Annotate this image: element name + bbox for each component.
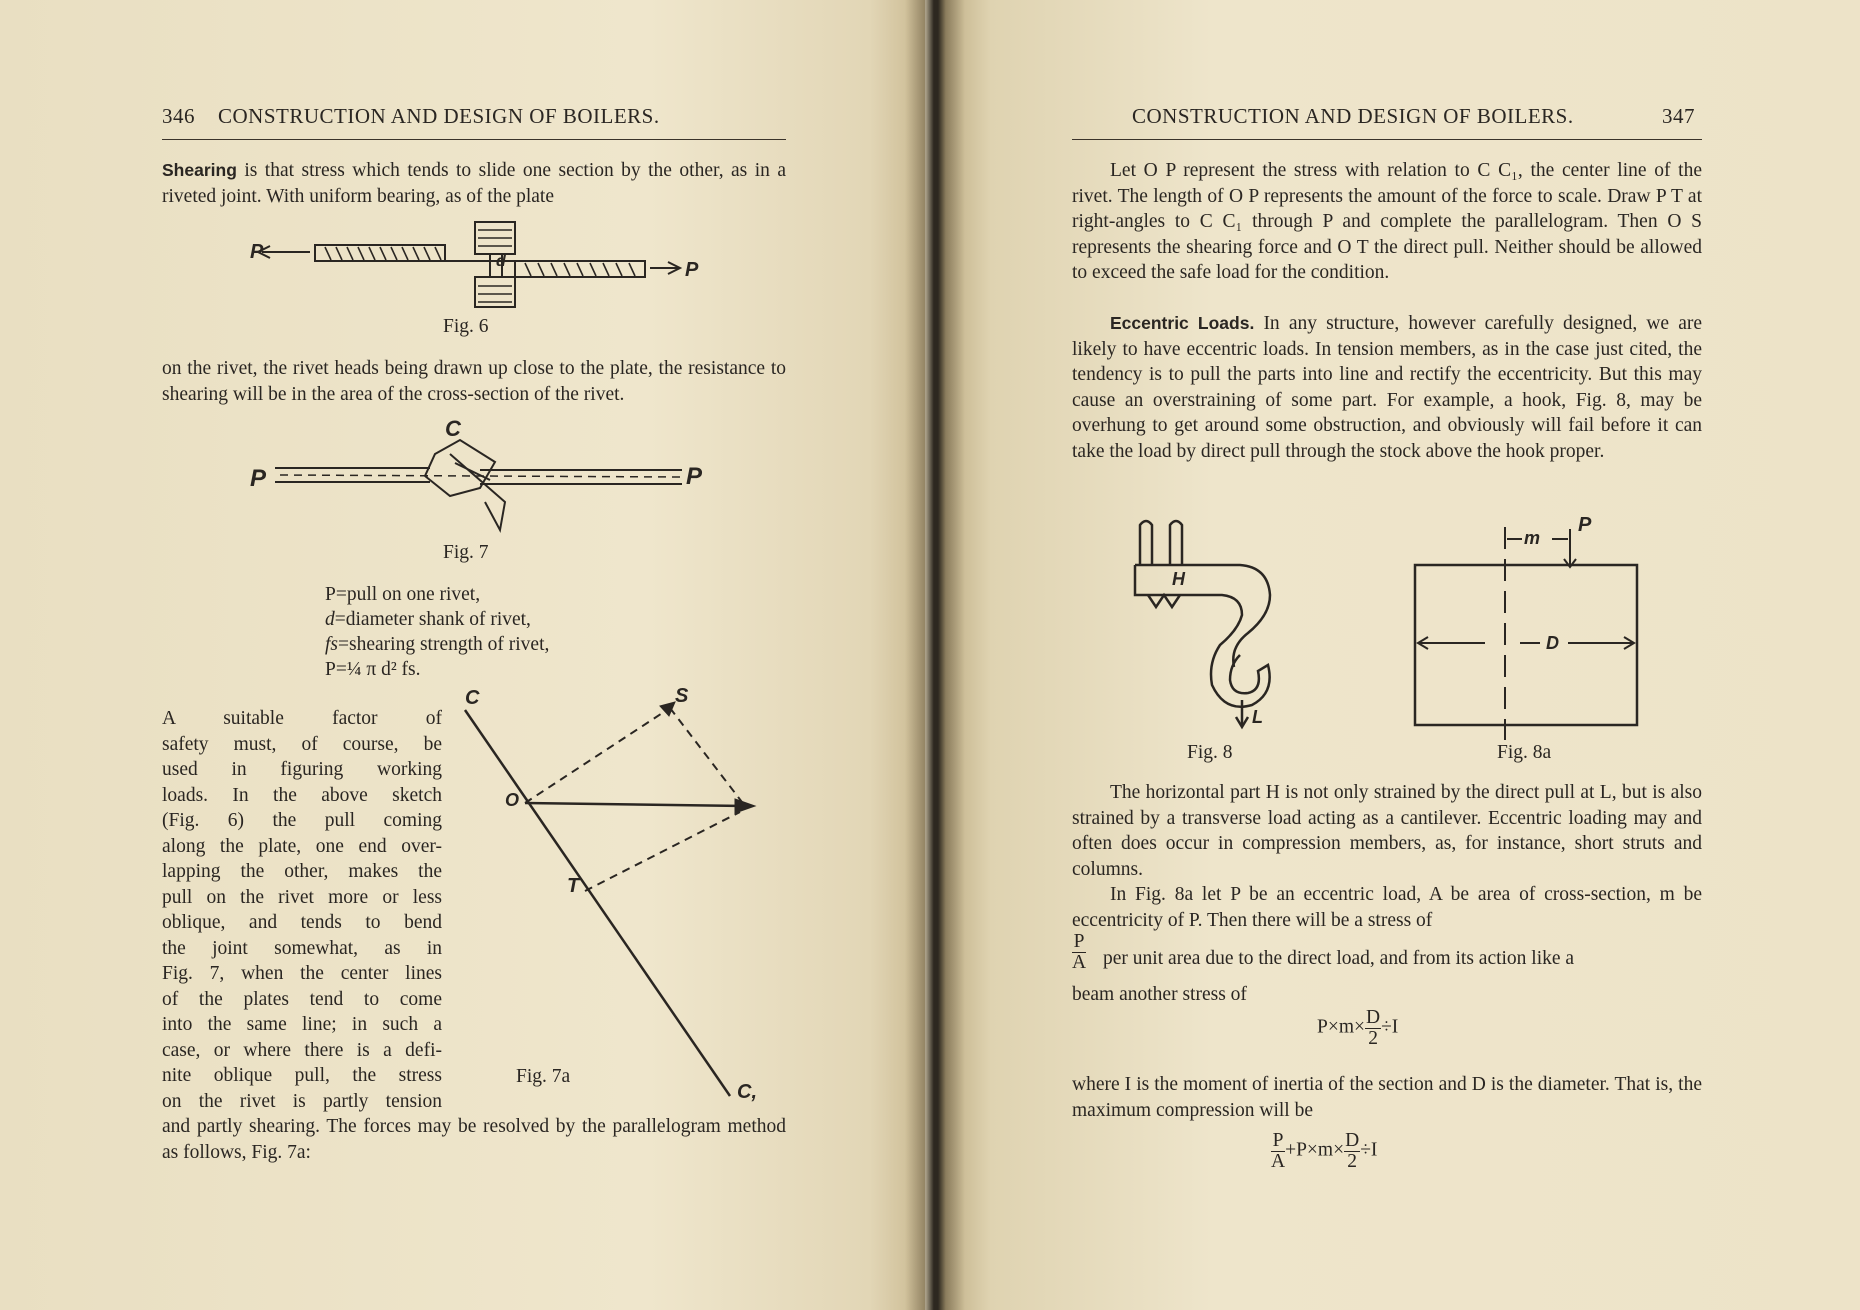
left-running-head: CONSTRUCTION AND DESIGN OF BOILERS. bbox=[218, 104, 660, 128]
def-p: P=pull on one rivet, bbox=[325, 584, 481, 605]
fig7a-caption: Fig. 7a bbox=[516, 1066, 571, 1087]
equation-bending-stress: P×m× $\frac{D}{2}$ ÷I bbox=[1317, 1007, 1399, 1049]
right-para-5: where I is the moment of inertia of the section and D is the diameter. That is, the maximum compression will be bbox=[1072, 1074, 1702, 1121]
para3-line: pull on the rivet more or less bbox=[162, 886, 442, 908]
left-header-rule bbox=[162, 139, 786, 140]
fig8a-label-m: m bbox=[1524, 528, 1541, 548]
def-d: d=diameter shank of rivet, bbox=[325, 609, 531, 630]
fraction-p-over-a bbox=[1072, 932, 1086, 972]
fig7-label-c: C bbox=[445, 418, 461, 441]
book-gutter bbox=[905, 0, 965, 1310]
para3-line: loads. In the above sketch bbox=[162, 784, 442, 806]
right-para-4: In Fig. 8a let P be an eccentric load, A be area of cross-section, m be eccentricity of P. Then there will be a stress of bbox=[1072, 884, 1702, 931]
para2-text: In any structure, however carefully designed, we are likely to have eccentric loads. In tension members, as in the case just cited, the tendency is to pull the parts into line and rectify the eccentricity. But this may cause an overstraining of some part. For example, a hook, Fig. 8, may be overhung to get around some obstruction, and obviously will fail before it can take the load by direct pull through the stock above the hook proper. bbox=[1072, 313, 1702, 462]
fig8a-label-p: P bbox=[1578, 515, 1592, 536]
fig8a-diagram bbox=[1410, 515, 1640, 740]
fig6-caption: Fig. 6 bbox=[443, 316, 489, 337]
fig7a-label-o: O bbox=[505, 790, 520, 810]
frac1-numerator: P bbox=[1073, 931, 1085, 952]
para3-line: A suitable factor of bbox=[162, 708, 442, 729]
right-para-2 bbox=[1072, 311, 1702, 464]
right-header-rule bbox=[1072, 139, 1702, 140]
fig7a-label-c1: C, bbox=[737, 1081, 757, 1103]
shear-formula: P=¼ π d² fs. bbox=[325, 659, 421, 680]
para3-line: on the rivet is partly tension bbox=[162, 1090, 442, 1112]
fig7a-diagram bbox=[455, 688, 775, 1118]
right-para-4b: per unit area due to the direct load, and from its action like a bbox=[1103, 948, 1575, 969]
equation-max-compression: $\frac{P}{A}$ +P×m× $\frac{D}{2}$ ÷I bbox=[1271, 1130, 1378, 1172]
para3-line: of the plates tend to come bbox=[162, 988, 442, 1010]
para3-line: into the same line; in such a bbox=[162, 1014, 442, 1035]
para3-line: oblique, and tends to bend bbox=[162, 912, 442, 933]
term-eccentric-loads: Eccentric Loads. bbox=[1110, 313, 1255, 333]
fig6-label-p-left: P bbox=[250, 241, 264, 263]
right-para-1: Let O P represent the stress with relation to C C₁, the center line of the rivet. The length of O P represents the amount of the force to scale. Draw P T at right-angles to C C₁ through P and complete the parallelogram. Then O S represents the shearing force and O T the direct pull. Neither should be allowed to exceed the safe load for the condition. bbox=[1072, 160, 1702, 283]
para3-line: Fig. 7, when the center lines bbox=[162, 963, 442, 984]
para3-line: nite oblique pull, the stress bbox=[162, 1065, 442, 1086]
para3-line: the joint somewhat, as in bbox=[162, 937, 442, 959]
left-para-intro bbox=[162, 158, 786, 209]
fig7-caption: Fig. 7 bbox=[443, 542, 489, 563]
fig7-label-p-right: P bbox=[686, 463, 703, 490]
fig8-label-h: H bbox=[1172, 569, 1185, 589]
fig7-diagram bbox=[250, 418, 710, 538]
left-page bbox=[0, 0, 925, 1310]
right-para-3: The horizontal part H is not only strained by the direct pull at L, but is also strained by a transverse load acting as a cantilever. Eccentric loading may and often does occur in compression members, as, for instance, short struts and columns. bbox=[1072, 782, 1702, 880]
fig8-caption: Fig. 8 bbox=[1187, 742, 1233, 763]
para3-line: (Fig. 6) the pull coming bbox=[162, 810, 442, 831]
para3-line: safety must, of course, be bbox=[162, 733, 442, 755]
frac1-denominator: A bbox=[1072, 951, 1087, 973]
fig8-label-l: L bbox=[1252, 707, 1263, 727]
para3-line: lapping the other, makes the bbox=[162, 861, 442, 882]
right-page-number: 347 bbox=[1662, 104, 1695, 128]
para3-line: used in figuring working bbox=[162, 759, 442, 780]
fig7a-label-s: S bbox=[675, 688, 689, 707]
right-para-4c: beam another stress of bbox=[1072, 984, 1247, 1005]
intro-text: is that stress which tends to slide one section by the other, as in a riveted joint. With uniform bearing, as of the plate bbox=[162, 160, 786, 207]
term-shearing: Shearing bbox=[162, 160, 237, 180]
left-para-3-end: and partly shearing. The forces may be resolved by the parallelogram method as follows, Fig. 7a: bbox=[162, 1116, 786, 1163]
left-page-number: 346 bbox=[162, 104, 195, 128]
fig7a-label-c: C bbox=[465, 688, 480, 709]
fig6-label-p-right: P bbox=[685, 259, 699, 281]
fig6-label-d: d bbox=[496, 253, 506, 270]
right-page bbox=[935, 0, 1860, 1310]
fig8a-caption: Fig. 8a bbox=[1497, 742, 1552, 763]
right-running-head: CONSTRUCTION AND DESIGN OF BOILERS. bbox=[1132, 104, 1574, 128]
fig6-diagram bbox=[250, 218, 710, 318]
para3-line: along the plate, one end over- bbox=[162, 835, 442, 857]
left-para-2: on the rivet, the rivet heads being drawn up close to the plate, the resistance to shearing will be in the area of the cross-section of the rivet. bbox=[162, 358, 786, 405]
fig7-label-p-left: P bbox=[250, 465, 267, 492]
para3-line: case, or where there is a defi- bbox=[162, 1039, 442, 1061]
def-fs: fs=shearing strength of rivet, bbox=[325, 634, 550, 655]
fig7a-label-t: T bbox=[567, 875, 580, 897]
fig8a-label-d: D bbox=[1546, 633, 1559, 653]
fig8-diagram bbox=[1130, 515, 1300, 735]
